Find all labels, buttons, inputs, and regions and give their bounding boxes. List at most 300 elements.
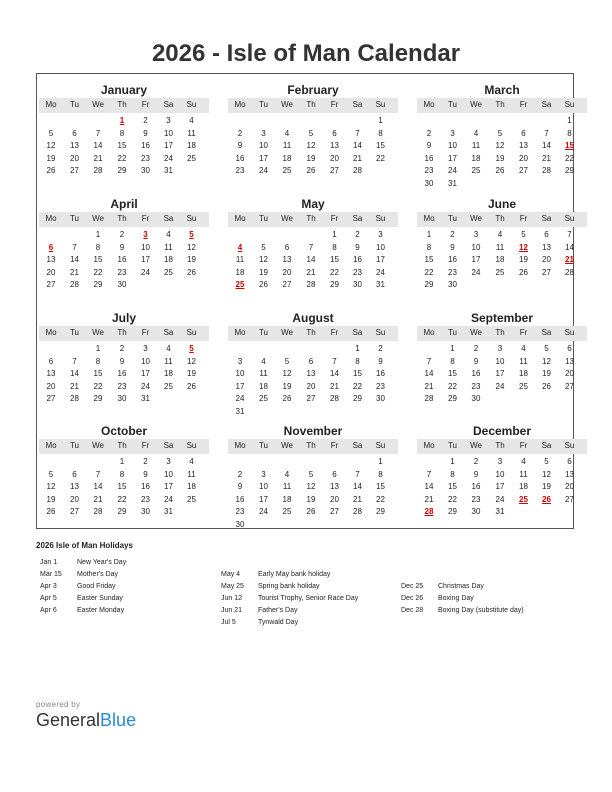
weekday-label: Mo <box>234 441 246 450</box>
day-cell: 9 <box>355 242 360 252</box>
holiday-name: Boxing Day <box>438 595 474 602</box>
day-cell: 28 <box>306 280 316 290</box>
day-cell: 20 <box>70 153 79 163</box>
day-cell: 4 <box>473 128 479 138</box>
weekday-label: Mo <box>234 214 246 223</box>
day-cell: 1 <box>95 230 101 239</box>
holiday-date: Apr 5 <box>40 595 57 602</box>
day-cell: 29 <box>93 394 103 404</box>
day-cell: 29 <box>565 166 574 176</box>
month-name: January <box>100 83 148 97</box>
weekday-label: We <box>470 214 482 223</box>
weekday-label: We <box>281 441 293 450</box>
weekday-label: Su <box>564 100 575 109</box>
day-cell: 17 <box>164 482 173 492</box>
day-cell: 24 <box>141 381 150 391</box>
day-cell: 19 <box>542 482 551 492</box>
holiday-day-cell: 3 <box>143 230 148 239</box>
day-cell: 4 <box>521 344 526 353</box>
day-cell: 16 <box>141 141 150 151</box>
holiday-name: Spring bank holiday <box>258 583 320 590</box>
day-cell: 22 <box>448 494 457 504</box>
day-cell: 30 <box>448 280 457 290</box>
holiday-name: Mother's Day <box>77 571 119 578</box>
holiday-item <box>401 607 524 619</box>
holiday-name: Easter Monday <box>77 607 125 614</box>
weekday-label: Sa <box>352 214 363 223</box>
weekday-label: Su <box>375 100 386 109</box>
holiday-date: Jul 5 <box>221 619 236 626</box>
day-cell: 1 <box>450 457 455 466</box>
holiday-name: Good Friday <box>77 583 116 590</box>
weekday-label: Fr <box>330 100 339 109</box>
month-january <box>39 74 209 186</box>
day-cell: 6 <box>284 242 290 252</box>
day-cell: 10 <box>495 469 505 479</box>
brand-logo <box>36 710 136 731</box>
holiday-date: May 4 <box>221 571 241 578</box>
day-cell: 1 <box>95 344 101 353</box>
day-cell: 21 <box>353 153 362 163</box>
day-cell: 8 <box>450 469 455 479</box>
day-cell: 10 <box>141 242 150 252</box>
weekday-label: Su <box>564 214 575 223</box>
day-cell: 31 <box>376 280 385 290</box>
holiday-day-cell: 25 <box>519 494 528 504</box>
day-cell: 1 <box>119 457 125 466</box>
day-cell: 2 <box>237 469 243 479</box>
day-cell: 23 <box>471 381 481 391</box>
day-cell: 26 <box>542 381 551 391</box>
day-cell: 13 <box>282 255 292 265</box>
holiday-day-cell: 5 <box>189 344 194 353</box>
holiday-date: Apr 3 <box>40 583 57 590</box>
weekday-label: Su <box>375 214 386 223</box>
holiday-name: Christmas Day <box>438 583 484 590</box>
holiday-item <box>221 583 358 595</box>
holiday-item <box>40 583 126 595</box>
weekday-label: Fr <box>330 328 339 337</box>
day-cell: 14 <box>424 369 434 379</box>
month-february <box>228 74 398 186</box>
holidays-title: 2026 Isle of Man Holidays <box>36 541 133 550</box>
day-cell: 6 <box>544 230 549 239</box>
day-cell: 25 <box>519 381 528 391</box>
day-cell: 8 <box>450 356 455 366</box>
weekday-label: Fr <box>141 214 150 223</box>
holiday-name: Father's Day <box>258 607 298 614</box>
day-cell: 10 <box>448 141 457 151</box>
day-cell: 23 <box>448 267 457 277</box>
day-cell: 21 <box>93 494 103 504</box>
day-cell: 2 <box>450 230 455 239</box>
day-cell: 3 <box>166 457 171 466</box>
day-cell: 18 <box>164 255 173 265</box>
day-cell: 4 <box>166 230 171 239</box>
day-cell: 13 <box>565 356 574 366</box>
weekday-header <box>39 212 209 227</box>
day-cell: 9 <box>237 141 243 151</box>
day-cell: 21 <box>93 153 103 163</box>
day-cell: 19 <box>495 153 505 163</box>
holiday-date: Dec 25 <box>401 583 424 590</box>
day-cell: 6 <box>567 457 572 466</box>
day-cell: 17 <box>495 482 505 492</box>
weekday-label: Mo <box>423 328 435 337</box>
weekday-label: Sa <box>541 100 552 109</box>
holiday-date: Dec 26 <box>401 595 424 602</box>
calendar-grid <box>36 73 574 529</box>
day-cell: 27 <box>306 394 316 404</box>
holiday-name: Boxing Day (substitute day) <box>438 607 524 614</box>
day-cell: 30 <box>424 179 434 188</box>
weekday-label: Th <box>306 100 316 109</box>
day-cell: 22 <box>93 381 103 391</box>
holiday-day-cell: 28 <box>424 507 434 517</box>
day-cell: 9 <box>143 128 148 138</box>
day-cell: 15 <box>117 141 127 151</box>
weekday-label: Tu <box>69 328 80 337</box>
day-cell: 28 <box>542 166 551 176</box>
weekday-header <box>228 439 398 454</box>
day-cell: 20 <box>70 494 79 504</box>
day-cell: 1 <box>426 230 432 239</box>
day-cell: 22 <box>565 153 574 163</box>
day-cell: 16 <box>141 482 150 492</box>
day-cell: 3 <box>166 116 171 125</box>
month-december <box>417 415 587 527</box>
day-cell: 15 <box>93 369 103 379</box>
day-cell: 2 <box>473 344 479 353</box>
day-cell: 30 <box>376 394 385 404</box>
weekday-label: Su <box>186 214 197 223</box>
weekday-label: We <box>281 100 293 109</box>
day-cell: 11 <box>471 141 481 151</box>
day-cell: 19 <box>259 267 268 277</box>
day-cell: 20 <box>46 267 56 277</box>
weekday-label: Su <box>186 441 197 450</box>
day-cell: 29 <box>117 507 127 517</box>
day-cell: 12 <box>495 141 505 151</box>
day-cell: 10 <box>376 242 385 252</box>
weekday-label: Sa <box>163 441 174 450</box>
day-cell: 7 <box>95 128 101 138</box>
day-cell: 12 <box>46 482 56 492</box>
day-cell: 8 <box>95 242 101 252</box>
holiday-item <box>40 559 126 571</box>
day-cell: 19 <box>46 494 56 504</box>
month-name: October <box>100 424 147 438</box>
day-cell: 9 <box>450 242 455 252</box>
holiday-day-cell: 12 <box>519 242 528 252</box>
day-cell: 30 <box>471 507 481 517</box>
weekday-header <box>417 439 587 454</box>
day-cell: 1 <box>567 116 572 125</box>
day-cell: 17 <box>495 369 505 379</box>
day-cell: 27 <box>565 381 574 391</box>
holiday-day-cell: 1 <box>119 116 125 125</box>
holiday-date: Jun 12 <box>221 595 243 602</box>
weekday-label: Mo <box>423 214 435 223</box>
day-cell: 12 <box>282 369 292 379</box>
weekday-label: Th <box>117 100 127 109</box>
day-cell: 27 <box>46 280 56 290</box>
weekday-label: Su <box>186 328 197 337</box>
holiday-day-cell: 5 <box>189 230 194 239</box>
day-cell: 25 <box>282 166 292 176</box>
month-name: July <box>111 311 136 325</box>
day-cell: 15 <box>376 482 385 492</box>
day-cell: 4 <box>521 457 526 466</box>
day-cell: 28 <box>70 280 79 290</box>
day-cell: 1 <box>450 344 455 353</box>
month-name: December <box>472 424 532 438</box>
day-cell: 3 <box>237 356 243 366</box>
month-april <box>39 188 209 300</box>
day-cell: 1 <box>332 230 337 239</box>
day-cell: 14 <box>70 369 79 379</box>
day-cell: 14 <box>306 255 316 265</box>
day-cell: 11 <box>187 128 196 138</box>
weekday-label: Sa <box>541 214 552 223</box>
day-cell: 20 <box>565 482 574 492</box>
brand-general: General <box>36 710 101 730</box>
day-cell: 11 <box>187 469 196 479</box>
weekday-label: We <box>281 214 293 223</box>
day-cell: 21 <box>424 381 434 391</box>
day-cell: 15 <box>93 255 103 265</box>
day-cell: 27 <box>330 507 339 517</box>
holiday-item <box>401 595 524 607</box>
weekday-label: Su <box>564 328 575 337</box>
powered-by-text: powered by <box>36 700 81 709</box>
day-cell: 20 <box>330 153 339 163</box>
holiday-day-cell: 6 <box>48 242 54 252</box>
day-cell: 4 <box>189 116 194 125</box>
day-cell: 9 <box>119 356 125 366</box>
day-cell: 23 <box>471 494 481 504</box>
holiday-item <box>40 607 126 619</box>
day-cell: 18 <box>519 369 528 379</box>
day-cell: 23 <box>235 166 245 176</box>
day-cell: 8 <box>332 242 337 252</box>
day-cell: 21 <box>306 267 316 277</box>
day-cell: 4 <box>497 230 503 239</box>
day-cell: 27 <box>70 166 79 176</box>
day-cell: 13 <box>70 141 79 151</box>
footer-logo <box>36 700 136 731</box>
month-name: June <box>487 197 516 211</box>
day-cell: 18 <box>259 381 268 391</box>
day-cell: 19 <box>306 153 316 163</box>
day-cell: 19 <box>542 369 551 379</box>
day-cell: 13 <box>542 242 551 252</box>
day-cell: 27 <box>282 280 292 290</box>
day-cell: 9 <box>378 356 383 366</box>
day-cell: 25 <box>187 153 196 163</box>
day-cell: 27 <box>519 166 528 176</box>
day-cell: 16 <box>353 255 362 265</box>
holiday-date: Mar 15 <box>40 571 62 578</box>
weekday-label: Tu <box>258 441 269 450</box>
holiday-item <box>401 583 524 595</box>
day-cell: 27 <box>46 394 56 404</box>
day-cell: 4 <box>261 356 266 366</box>
day-cell: 11 <box>495 242 505 252</box>
day-cell: 6 <box>521 128 526 138</box>
day-cell: 1 <box>378 116 383 125</box>
day-cell: 29 <box>353 394 362 404</box>
day-cell: 12 <box>306 141 316 151</box>
day-cell: 15 <box>117 482 127 492</box>
weekday-label: Fr <box>141 100 150 109</box>
day-cell: 19 <box>519 255 528 265</box>
month-march <box>417 74 587 186</box>
day-cell: 23 <box>117 381 127 391</box>
day-cell: 11 <box>164 356 173 366</box>
day-cell: 30 <box>353 280 362 290</box>
day-cell: 11 <box>519 469 528 479</box>
day-cell: 22 <box>448 381 457 391</box>
day-cell: 21 <box>330 381 339 391</box>
weekday-label: Sa <box>352 441 363 450</box>
day-cell: 5 <box>48 469 54 479</box>
weekday-header <box>39 439 209 454</box>
day-cell: 12 <box>187 356 196 366</box>
weekday-label: Tu <box>258 328 269 337</box>
month-name: May <box>301 197 325 211</box>
day-cell: 7 <box>355 469 360 479</box>
month-may <box>228 188 398 300</box>
day-cell: 25 <box>282 507 292 517</box>
day-cell: 10 <box>164 469 173 479</box>
day-cell: 26 <box>187 381 196 391</box>
day-cell: 9 <box>473 356 479 366</box>
weekday-label: Sa <box>163 214 174 223</box>
day-cell: 6 <box>332 128 337 138</box>
day-cell: 14 <box>353 141 362 151</box>
holiday-date: Jan 1 <box>40 559 58 566</box>
weekday-label: Su <box>186 100 197 109</box>
day-cell: 28 <box>70 394 79 404</box>
day-cell: 26 <box>259 280 268 290</box>
month-name: September <box>470 311 534 325</box>
day-cell: 13 <box>306 369 316 379</box>
weekday-label: We <box>281 328 293 337</box>
day-cell: 26 <box>306 166 316 176</box>
day-cell: 2 <box>143 116 148 125</box>
day-cell: 18 <box>282 494 292 504</box>
day-cell: 1 <box>355 344 360 353</box>
weekday-label: Tu <box>447 100 458 109</box>
day-cell: 17 <box>235 381 245 391</box>
day-cell: 17 <box>471 255 481 265</box>
day-cell: 7 <box>332 356 337 366</box>
day-cell: 30 <box>471 394 481 404</box>
day-cell: 14 <box>93 141 103 151</box>
day-cell: 12 <box>187 242 196 252</box>
holiday-day-cell: 4 <box>237 242 243 252</box>
day-cell: 8 <box>378 469 383 479</box>
day-cell: 8 <box>355 356 360 366</box>
day-cell: 31 <box>235 407 245 416</box>
day-cell: 24 <box>141 267 150 277</box>
day-cell: 18 <box>235 267 245 277</box>
weekday-label: Su <box>375 441 386 450</box>
day-cell: 16 <box>235 494 245 504</box>
weekday-label: Sa <box>163 328 174 337</box>
day-cell: 13 <box>70 482 79 492</box>
day-cell: 4 <box>166 344 171 353</box>
day-cell: 29 <box>93 280 103 290</box>
day-cell: 24 <box>164 153 173 163</box>
day-cell: 31 <box>495 507 505 517</box>
day-cell: 24 <box>495 494 505 504</box>
day-cell: 23 <box>376 381 385 391</box>
day-cell: 21 <box>70 267 79 277</box>
day-cell: 3 <box>473 230 479 239</box>
day-cell: 7 <box>426 469 432 479</box>
weekday-label: Fr <box>141 441 150 450</box>
day-cell: 21 <box>353 494 362 504</box>
month-name: April <box>110 197 138 211</box>
weekday-header <box>417 212 587 227</box>
day-cell: 8 <box>426 242 432 252</box>
holiday-item <box>221 595 358 607</box>
day-cell: 22 <box>424 267 434 277</box>
day-cell: 11 <box>164 242 173 252</box>
weekday-label: Th <box>306 214 316 223</box>
holiday-day-cell: 21 <box>565 255 574 265</box>
day-cell: 5 <box>284 356 290 366</box>
holiday-date: May 25 <box>221 583 244 590</box>
day-cell: 17 <box>141 255 150 265</box>
day-cell: 25 <box>259 394 268 404</box>
weekday-label: Mo <box>45 328 57 337</box>
month-august <box>228 302 398 414</box>
day-cell: 29 <box>117 166 127 176</box>
day-cell: 25 <box>187 494 196 504</box>
month-july <box>39 302 209 414</box>
day-cell: 7 <box>426 356 432 366</box>
day-cell: 6 <box>48 356 54 366</box>
weekday-label: Fr <box>330 214 339 223</box>
weekday-header <box>39 98 209 113</box>
day-cell: 15 <box>330 255 339 265</box>
day-cell: 31 <box>141 394 150 404</box>
day-cell: 16 <box>376 369 385 379</box>
day-cell: 19 <box>306 494 316 504</box>
day-cell: 24 <box>471 267 481 277</box>
day-cell: 9 <box>119 242 125 252</box>
day-cell: 28 <box>93 166 103 176</box>
holiday-date: Dec 28 <box>401 607 424 614</box>
day-cell: 26 <box>282 394 292 404</box>
day-cell: 28 <box>353 507 362 517</box>
page-title: 2026 - Isle of Man Calendar <box>151 40 461 67</box>
day-cell: 24 <box>376 267 385 277</box>
weekday-label: We <box>92 214 104 223</box>
day-cell: 19 <box>46 153 56 163</box>
day-cell: 13 <box>565 469 574 479</box>
weekday-label: Fr <box>141 328 150 337</box>
day-cell: 11 <box>259 369 268 379</box>
weekday-label: Tu <box>258 214 269 223</box>
month-september <box>417 302 587 414</box>
day-cell: 3 <box>261 469 266 479</box>
weekday-label: We <box>92 441 104 450</box>
month-name: February <box>287 83 339 97</box>
